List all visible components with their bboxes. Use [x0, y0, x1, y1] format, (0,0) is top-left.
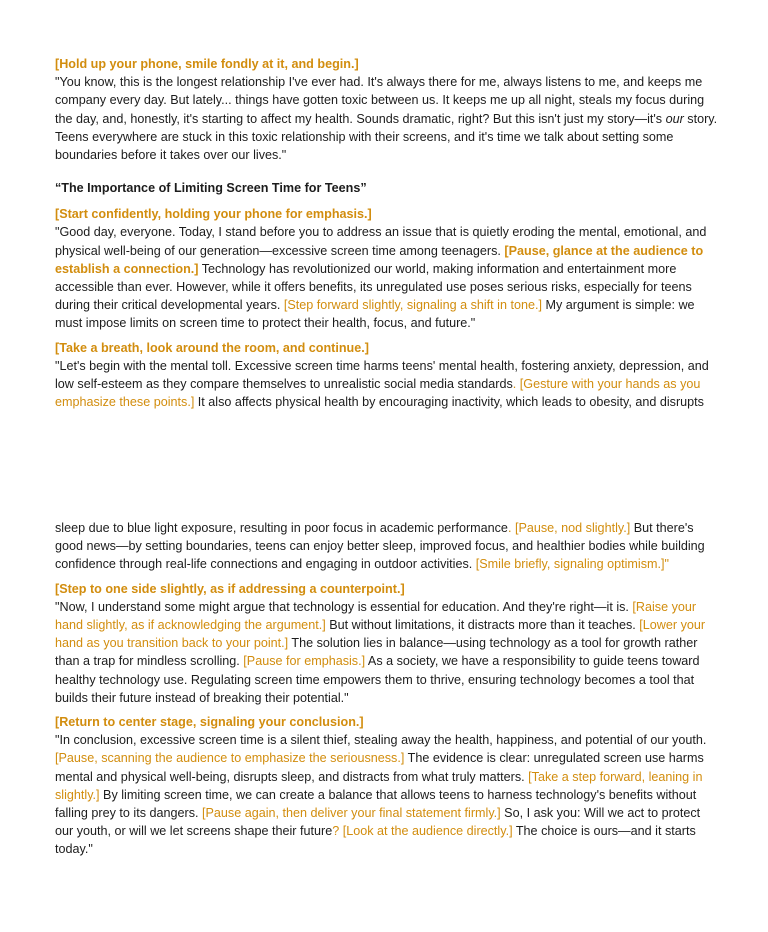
- stage-direction-inline: [Smile briefly, signaling optimism.]": [475, 557, 669, 572]
- text-run: But there's good news—by setting boundaries, teens can enjoy better sleep, improved focus, and healthier bodies while building confidence through real-life connections and engaging in outdoor activities.: [55, 521, 705, 572]
- stage-direction-inline: . [Pause, nod slightly.]: [507, 521, 631, 535]
- stage-direction-inline: [Pause for emphasis.]: [243, 654, 366, 669]
- text-run: The solution lies in balance—using technology as a tool for growth rather than a trap for mindless scrolling.: [55, 636, 698, 669]
- speech-title: “The Importance of Limiting Screen Time for Teens”: [55, 181, 367, 195]
- stage-direction-inline: [Pause, glance at the audience to establish a connection.]: [55, 243, 704, 276]
- text-run: "In conclusion, excessive screen time is a silent thief, stealing away the health, happiness, and potential of our youth.: [55, 733, 707, 748]
- text-run: sleep due to blue light exposure, resulting in poor focus in academic performance: [55, 521, 508, 535]
- intro-section: [55, 55, 719, 164]
- stage-direction-inline: [Pause, scanning the audience to emphasize the seriousness.]: [55, 751, 405, 766]
- stage-direction-inline: [Step forward slightly, signaling a shift in tone.]: [283, 298, 542, 313]
- text-run: Technology has revolutionized our world, making information and entertainment more accessible than ever. However, while it offers benefits, its unregulated use poses serious risks, especially for teens during their critical developmental years.: [55, 261, 692, 313]
- text-run: So, I ask you: Will we act to protect our youth, or will we let screens shape their future: [55, 806, 701, 839]
- text-run: The evidence is clear: unregulated screen use harms mental and physical well-being, disrupts sleep, and distracts from what truly matters.: [55, 751, 704, 784]
- mental-paragraph-continued: [55, 519, 719, 574]
- text-run: "Now, I understand some might argue that technology is essential for education. And they're right—it is.: [55, 599, 633, 614]
- text-run: But without limitations, it distracts more than it teaches.: [325, 618, 640, 633]
- intro-paragraph: [55, 73, 719, 164]
- text-run: "Let's begin with the mental toll. Excessive screen time harms teens' mental health, fostering anxiety, depression, and low self-esteem as they compare themselves to unrealistic social media standards: [55, 358, 709, 392]
- text-run: It also affects physical health by encouraging inactivity, which leads to obesity, and disrupts: [194, 395, 704, 410]
- text-run: By limiting screen time, we can create a balance that allows teens to harness technology's benefits without falling prey to its dangers.: [55, 787, 697, 821]
- stage-direction-inline: [Raise your hand slightly, as if acknowledging the argument.]: [55, 599, 697, 633]
- text-run: "Good day, everyone. Today, I stand before you to address an issue that is quietly eroding the mental, emotional, and physical well-being of our generation—excessive screen time among teenagers.: [55, 225, 707, 258]
- stage-direction: [Take a breath, look around the room, and continue.]: [55, 340, 369, 355]
- stage-direction: [Step to one side slightly, as if addressing a counterpoint.]: [55, 581, 405, 596]
- stage-direction: [Hold up your phone, smile fondly at it, and begin.]: [55, 57, 359, 71]
- stage-direction-inline: . [Gesture with your hands as you emphasize these points.]: [55, 377, 701, 410]
- opening-paragraph: [55, 223, 719, 332]
- speech-section: [55, 179, 719, 411]
- text-run: My argument is simple: we must impose limits on screen time to protect their health, focus, and future.": [55, 298, 695, 331]
- stage-direction: [Return to center stage, signaling your conclusion.]: [55, 715, 364, 730]
- stage-direction-inline: ? [Look at the audience directly.]: [332, 824, 513, 839]
- emphasis-text: our: [665, 111, 684, 126]
- stage-direction-inline: [Pause again, then deliver your final statement firmly.]: [202, 806, 501, 821]
- text-run: "You know, this is the longest relationship I've ever had. It's always there for me, always listens to me, and keeps me company every day. But lately... things have gotten toxic between us. It keeps me up all night, steals my focus during the day, and, honestly, it's starting to affect my health. Sounds dramatic, right? But this isn't just my story—it's: [55, 75, 705, 126]
- speech-section-continued: [55, 519, 719, 859]
- text-run: As a society, we have a responsibility to guide teens toward healthy technology use. Regulating screen time empowers them to thrive, ensuring technology becomes a tool that builds their future instead of breaking their potential.": [55, 654, 700, 705]
- stage-direction-inline: [Lower your hand as you transition back to your point.]: [55, 618, 706, 651]
- text-run: story. Teens everywhere are stuck in this toxic relationship with their screens, and it's time we talk about setting some boundaries before it takes over our lives.": [55, 111, 718, 163]
- stage-direction: [Start confidently, holding your phone for emphasis.]: [55, 207, 372, 222]
- stage-direction-inline: [Take a step forward, leaning in slightly.]: [55, 769, 703, 802]
- text-run: The choice is ours—and it starts today.": [55, 824, 696, 857]
- counterpoint-paragraph: [55, 598, 719, 707]
- mental-paragraph: [55, 357, 719, 412]
- conclusion-paragraph: [55, 731, 719, 858]
